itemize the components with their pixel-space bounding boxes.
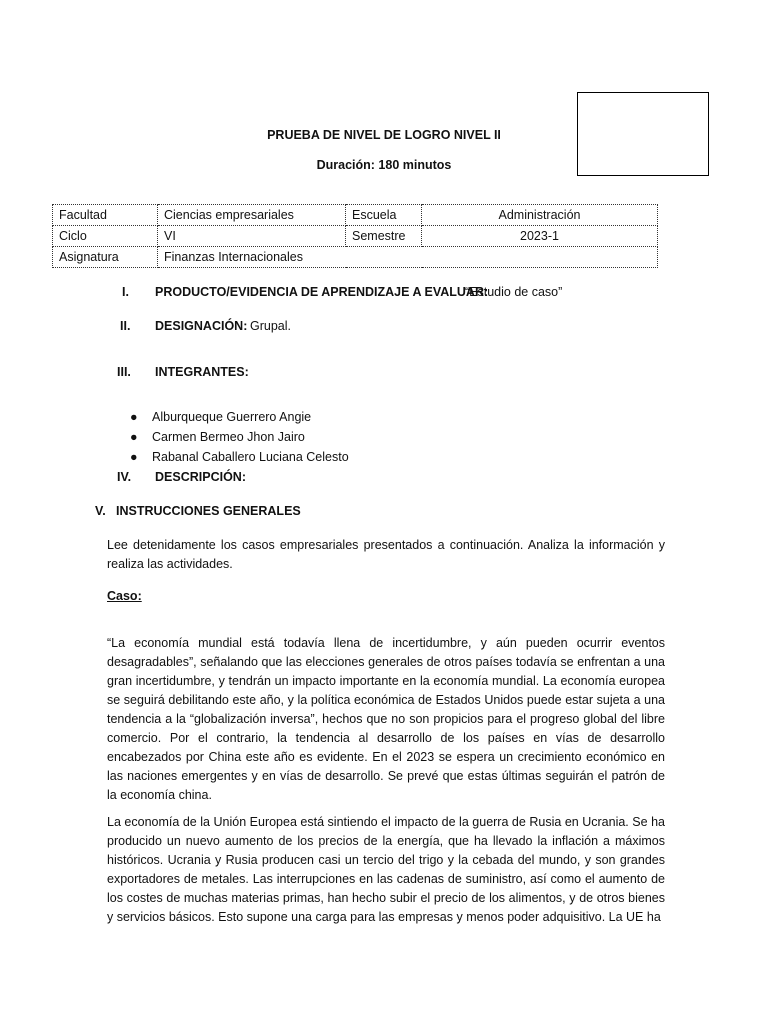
member-name: Alburqueque Guerrero Angie bbox=[152, 410, 312, 424]
section-number: V. bbox=[95, 504, 106, 518]
instructions-text: Lee detenidamente los casos empresariales presentados a continuación. Analiza la información y realiza las actividades. bbox=[107, 538, 665, 571]
bullet-icon: ● bbox=[130, 430, 138, 444]
duration-label: Duración: 180 minutos bbox=[316, 158, 452, 172]
table-cell: Administración bbox=[422, 205, 658, 226]
section-number: III. bbox=[117, 365, 131, 379]
member-name: Rabanal Caballero Luciana Celesto bbox=[152, 450, 349, 464]
table-cell: VI bbox=[158, 226, 346, 247]
section-number: II. bbox=[120, 319, 131, 333]
document-title: PRUEBA DE NIVEL DE LOGRO NIVEL II bbox=[267, 128, 501, 142]
bullet-icon: ● bbox=[130, 410, 138, 424]
member-name: Carmen Bermeo Jhon Jairo bbox=[152, 430, 305, 444]
section-number: I. bbox=[122, 285, 129, 299]
table-cell: Asignatura bbox=[53, 247, 158, 268]
table-cell: Ciencias empresariales bbox=[158, 205, 346, 226]
table-cell: Facultad bbox=[53, 205, 158, 226]
case-paragraph: La economía de la Unión Europea está sintiendo el impacto de la guerra de Rusia en Ucrania. Se ha producido un nuevo aumento de los precios de la energía, que ha llevado la inflación a máximos históricos. Ucrania y Rusia producen casi un tercio del trigo y la cebada del mundo, y son grandes exportadores de metales. Las interrupciones en las cadenas de suministro, así como el aumento de los costes de muchas materias primas, han hecho subir el precio de los alimentos, y de otros bienes y servicios básicos. Esto supone una carga para las empresas y menos poder adquisitivo. La UE ha bbox=[107, 815, 665, 924]
section-value: Grupal. bbox=[250, 319, 291, 333]
table-cell: Finanzas Internacionales bbox=[158, 247, 658, 268]
table-cell: Ciclo bbox=[53, 226, 158, 247]
section-value: “Estudio de caso” bbox=[465, 285, 563, 299]
section-label: DESIGNACIÓN: bbox=[155, 319, 248, 333]
case-heading: Caso: bbox=[107, 589, 142, 603]
table-row bbox=[53, 247, 658, 268]
section-label: INSTRUCCIONES GENERALES bbox=[116, 504, 301, 518]
section-label: PRODUCTO/EVIDENCIA DE APRENDIZAJE A EVALUAR: bbox=[155, 285, 489, 299]
section-number: IV. bbox=[117, 470, 132, 484]
info-table bbox=[52, 204, 658, 268]
section-label: INTEGRANTES: bbox=[155, 365, 249, 379]
bullet-icon: ● bbox=[130, 450, 138, 464]
table-cell: Semestre bbox=[346, 226, 422, 247]
section-label: DESCRIPCIÓN: bbox=[155, 470, 246, 484]
table-row bbox=[53, 226, 658, 247]
case-paragraph: “La economía mundial está todavía llena de incertidumbre, y aún pueden ocurrir eventos desagradables”, señalando que las elecciones generales de otros países todavía se enfrentan a una gran incertidumbre, y tendrán un impacto importante en la economía mundial. La economía europea se seguirá debilitando este año, y la política económica de Estados Unidos puede estar sujeta a una tendencia a la “globalización inversa”, hechos que no son propicios para el progreso global del libre comercio. Por el contrario, la tendencia al desarrollo de los países en vías de desarrollo encabezados por China este año es evidente. En el 2023 se espera un crecimiento económico en las naciones emergentes y en vías de desarrollo. Se prevé que estas últimas seguirán el patrón de la economía china. bbox=[107, 636, 665, 802]
table-cell: Escuela bbox=[346, 205, 422, 226]
table-cell: 2023-1 bbox=[422, 226, 658, 247]
table-row bbox=[53, 205, 658, 226]
